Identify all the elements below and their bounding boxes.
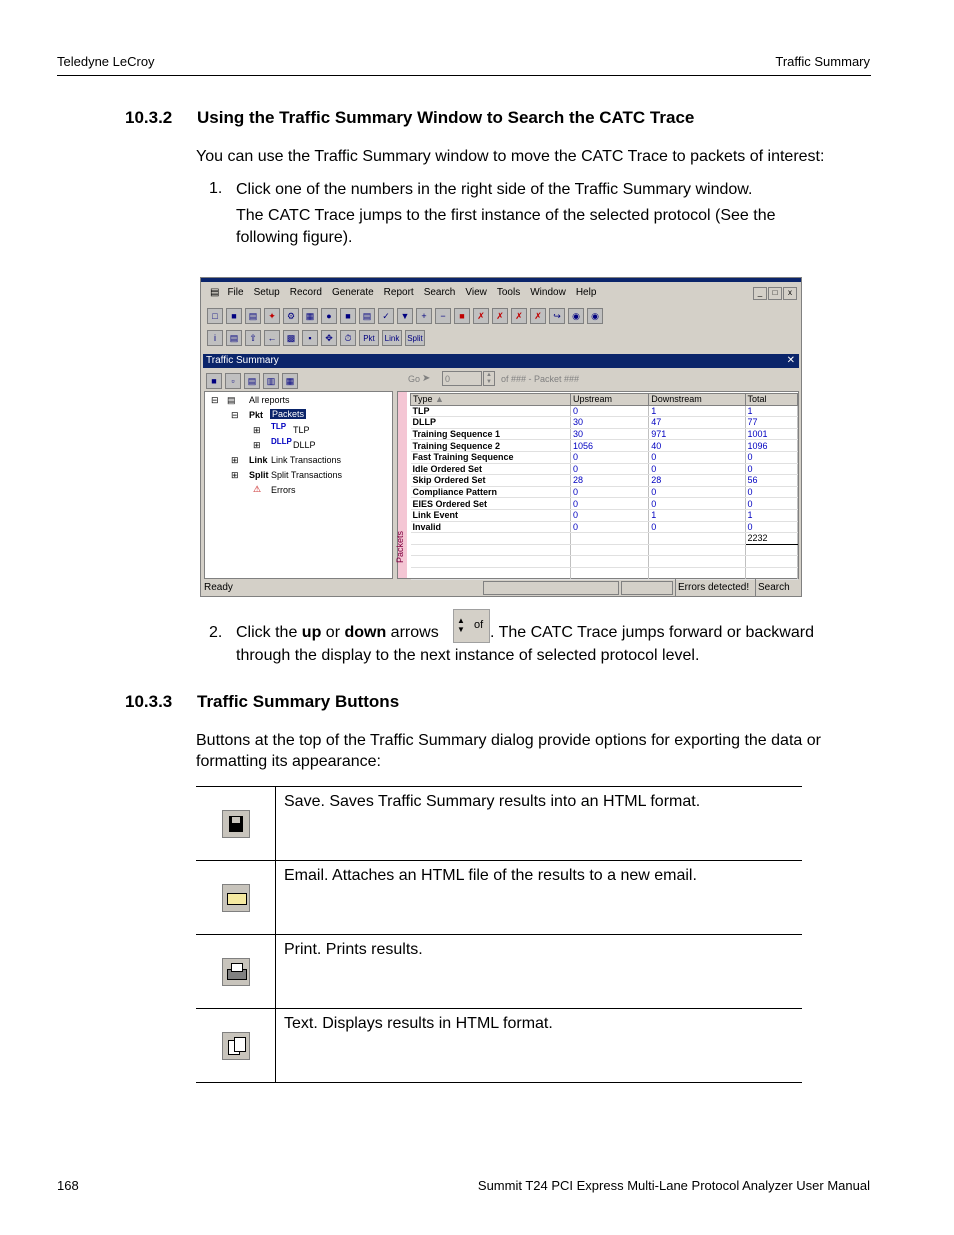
status-progress-pane (483, 581, 619, 595)
dllp-icon: DLLP (271, 437, 292, 446)
cell-type: DLLP (411, 417, 571, 429)
cell-total[interactable]: 0 (745, 486, 798, 498)
filter-icon[interactable]: ▼ (397, 308, 413, 324)
cell-type: Invalid (411, 521, 571, 533)
cell-type: TLP (411, 405, 571, 417)
empty-cell (745, 556, 798, 568)
empty-cell (745, 567, 798, 579)
link-view-button[interactable]: Link (382, 330, 402, 346)
tree-split-transactions[interactable]: Split Transactions (271, 470, 343, 480)
menu-item-generate[interactable]: Generate (331, 287, 374, 298)
traffic-summary-screenshot (200, 277, 802, 597)
grand-total: 2232 (745, 533, 798, 545)
tree-tlp[interactable]: TLP (293, 425, 310, 435)
window-controls (753, 287, 797, 300)
cell-total[interactable]: 1 (745, 509, 798, 521)
cell-down[interactable]: 0 (649, 463, 745, 475)
menu-item-help[interactable]: Help (575, 287, 597, 298)
cell-total[interactable]: 1096 (745, 440, 798, 452)
summary-print-icon[interactable]: ▤ (244, 373, 260, 389)
doc-icon[interactable]: ▤ (245, 308, 261, 324)
secondary-toolbar (207, 327, 425, 349)
record-icon[interactable]: ● (321, 308, 337, 324)
step2-number: 2. (209, 624, 223, 641)
cell-up[interactable]: 30 (570, 417, 648, 429)
goto-icon[interactable]: ↪ (549, 308, 565, 324)
traffic-summary-title: Traffic Summary (206, 355, 279, 366)
cell-total[interactable]: 0 (745, 463, 798, 475)
graph-icon[interactable]: ▪ (302, 330, 318, 346)
cell-down[interactable]: 28 (649, 475, 745, 487)
cell-up[interactable]: 0 (570, 405, 648, 417)
cell-down[interactable]: 40 (649, 440, 745, 452)
menu-item-window[interactable]: Window (530, 287, 566, 298)
tree-collapse-icon[interactable]: ⊟ (231, 410, 239, 420)
text-icon (222, 1032, 250, 1060)
buttons-intro-line2: formatting its appearance: (196, 753, 381, 770)
cell-total[interactable]: 0 (745, 498, 798, 510)
step1-detail-line1: The CATC Trace jumps to the first instance of the selected protocol (See the (236, 207, 776, 224)
tree-expand-icon[interactable]: ⊞ (231, 470, 239, 480)
report-icon[interactable]: ▤ (359, 308, 375, 324)
tree-errors[interactable]: Errors (271, 485, 296, 495)
table-row (196, 787, 802, 861)
summary-save-icon[interactable]: ■ (206, 373, 222, 389)
cell-total[interactable]: 77 (745, 417, 798, 429)
step2-text-end: . The CATC Trace jumps forward or backward (490, 624, 814, 641)
summary-grid (397, 391, 799, 579)
empty-cell (411, 567, 571, 579)
empty-cell (570, 544, 648, 556)
cell-type: Fast Training Sequence (411, 451, 571, 463)
cell-up[interactable]: 0 (570, 463, 648, 475)
restore-icon[interactable]: □ (768, 287, 782, 300)
go-input[interactable]: 0 (442, 371, 482, 386)
cell-total[interactable]: 56 (745, 475, 798, 487)
empty-cell (411, 544, 571, 556)
packets-side-tab[interactable] (395, 392, 407, 578)
empty-row (411, 556, 798, 568)
filter-x2-icon[interactable]: ✗ (492, 308, 508, 324)
status-errors: Errors detected! (675, 579, 751, 596)
menu-item-report[interactable]: Report (383, 287, 414, 298)
table-row (411, 405, 798, 417)
settings-icon[interactable]: ⚙ (283, 308, 299, 324)
of-packet-label: of ### - Packet ### (501, 374, 580, 384)
cell-total[interactable]: 1 (745, 405, 798, 417)
stop-icon[interactable]: ■ (340, 308, 356, 324)
table-row (411, 509, 798, 521)
status-blank-pane (621, 581, 673, 595)
report-tree (204, 391, 393, 579)
error-icon: ⚠ (253, 484, 262, 494)
empty-row (411, 567, 798, 579)
text-description: Text. Displays results in HTML format. (276, 1009, 803, 1083)
cell-up[interactable]: 0 (570, 486, 648, 498)
reports-icon: ▤ (227, 395, 236, 405)
tree-collapse-icon[interactable]: ⊟ (211, 395, 219, 405)
filter-x1-icon[interactable]: ✗ (473, 308, 489, 324)
cell-up[interactable]: 1056 (570, 440, 648, 452)
find-next-icon[interactable]: ◉ (587, 308, 603, 324)
move-icon[interactable]: ✥ (321, 330, 337, 346)
step1-detail-line2: following figure). (236, 229, 353, 246)
cell-up[interactable]: 0 (570, 498, 648, 510)
split-view-button[interactable]: Split (405, 330, 425, 346)
cell-total[interactable]: 0 (745, 451, 798, 463)
tree-link-transactions[interactable]: Link Transactions (271, 455, 342, 465)
section-heading-1032: 10.3.2 Using the Traffic Summary Window to Search the CATC Trace (125, 108, 695, 127)
cell-total[interactable]: 0 (745, 521, 798, 533)
total-row (411, 533, 798, 545)
buttons-table (196, 786, 802, 1083)
table-row (411, 417, 798, 429)
table-row (411, 475, 798, 487)
col-upstream[interactable]: Upstream (570, 394, 648, 406)
empty-cell (570, 567, 648, 579)
go-label: Go (408, 374, 421, 384)
print-description: Print. Prints results. (276, 935, 803, 1009)
step1-text: Click one of the numbers in the right side of the Traffic Summary window. (236, 181, 753, 198)
cell-down[interactable]: 0 (649, 486, 745, 498)
header-left: Teledyne LeCroy (57, 54, 155, 69)
table-row (196, 935, 802, 1009)
cell-up[interactable]: 0 (570, 451, 648, 463)
save-icon (222, 810, 250, 838)
section-heading-1033: 10.3.3 Traffic Summary Buttons (125, 692, 400, 711)
table-row (411, 498, 798, 510)
table-row (196, 1009, 802, 1083)
empty-cell (649, 544, 745, 556)
tree-dllp[interactable]: DLLP (293, 440, 316, 450)
email-icon (222, 884, 250, 912)
cell-down[interactable]: 47 (649, 417, 745, 429)
step1-number: 1. (209, 180, 223, 197)
status-search: Search (755, 579, 792, 596)
empty-cell (570, 556, 648, 568)
cell-up[interactable]: 0 (570, 521, 648, 533)
col-downstream[interactable]: Downstream (649, 394, 745, 406)
table-row (411, 486, 798, 498)
cell-up[interactable]: 30 (570, 428, 648, 440)
go-arrow-icon[interactable]: ➤ (422, 373, 431, 384)
bars-icon[interactable]: ▦ (302, 308, 318, 324)
summary-text-icon[interactable]: ▥ (263, 373, 279, 389)
col-type[interactable]: Type ▲ (411, 394, 571, 406)
email-description: Email. Attaches an HTML file of the results to a new email. (276, 861, 803, 935)
zoom-in-icon[interactable]: + (416, 308, 432, 324)
cell-type: Compliance Pattern (411, 486, 571, 498)
empty-cell (649, 567, 745, 579)
cell-type: Link Event (411, 509, 571, 521)
print-icon (222, 958, 250, 986)
cell-down[interactable]: 0 (649, 521, 745, 533)
table-row (411, 440, 798, 452)
tlp-icon: TLP (271, 422, 287, 431)
tree-expand-icon[interactable]: ⊞ (231, 455, 239, 465)
split-icon: Split (249, 470, 269, 480)
pkt-view-button[interactable]: Pkt (359, 330, 379, 346)
cell-up[interactable]: 28 (570, 475, 648, 487)
timing-icon[interactable]: ⏱ (340, 330, 356, 346)
status-bar (201, 579, 801, 596)
go-spinner[interactable]: ▲ ▼ (483, 371, 495, 386)
empty-cell (649, 556, 745, 568)
page-number: 168 (57, 1178, 79, 1193)
zoom-out-icon[interactable]: − (435, 308, 451, 324)
filter-x4-icon[interactable]: ✗ (530, 308, 546, 324)
back-icon[interactable]: ← (264, 330, 280, 346)
table-row (411, 521, 798, 533)
tools-icon[interactable]: ✦ (264, 308, 280, 324)
cell-down[interactable]: 1 (649, 509, 745, 521)
cell-type: Skip Ordered Set (411, 475, 571, 487)
menu-item-record[interactable]: Record (289, 287, 322, 298)
table-row (411, 463, 798, 475)
cell-down[interactable]: 0 (649, 498, 745, 510)
table-row (196, 861, 802, 935)
empty-row (411, 544, 798, 556)
link-icon: Link (249, 455, 268, 465)
step2-text-start: Click the up or down arrows (236, 624, 439, 641)
tree-packets[interactable]: Packets (272, 409, 305, 419)
save-icon[interactable]: ■ (226, 308, 242, 324)
packets-tab-label: Packets (395, 530, 406, 564)
menu-item-setup[interactable]: Setup (253, 287, 280, 298)
empty-cell (411, 556, 571, 568)
menu-item-search[interactable]: Search (423, 287, 456, 298)
cell-type: Training Sequence 1 (411, 428, 571, 440)
save-description: Save. Saves Traffic Summary results into an HTML format. (276, 787, 803, 861)
window-title-strip (201, 278, 801, 282)
summary-format-icon[interactable]: ▦ (282, 373, 298, 389)
total-row-empty-cell (649, 533, 745, 545)
tree-expand-icon[interactable]: ⊞ (253, 440, 261, 450)
total-row-empty-cell (570, 533, 648, 545)
cell-up[interactable]: 0 (570, 509, 648, 521)
menu-bar (207, 285, 601, 301)
step2-line2: through the display to the next instance of selected protocol level. (236, 647, 700, 664)
menu-item-tools[interactable]: Tools (496, 287, 521, 298)
empty-cell (745, 544, 798, 556)
tree-expand-icon[interactable]: ⊞ (253, 425, 261, 435)
menu-item-view[interactable]: View (465, 287, 487, 298)
status-ready: Ready (204, 582, 233, 593)
pkt-icon: Pkt (249, 410, 264, 420)
check-icon[interactable]: ✓ (378, 308, 394, 324)
summary-toolbar (206, 370, 298, 392)
app-icon: ▤ (210, 287, 220, 298)
cell-total[interactable]: 1001 (745, 428, 798, 440)
cell-down[interactable]: 0 (649, 451, 745, 463)
header-right: Traffic Summary (775, 54, 870, 69)
cell-down[interactable]: 971 (649, 428, 745, 440)
info-icon[interactable]: i (207, 330, 223, 346)
close-icon[interactable]: ✕ (786, 355, 795, 366)
buttons-intro-line1: Buttons at the top of the Traffic Summary dialog provide options for exporting the data or (196, 732, 821, 749)
table-row (411, 428, 798, 440)
filter-x3-icon[interactable]: ✗ (511, 308, 527, 324)
binoculars-icon[interactable]: ◉ (568, 308, 584, 324)
intro-text: You can use the Traffic Summary window to move the CATC Trace to packets of interest: (196, 148, 825, 165)
footer-title: Summit T24 PCI Express Multi-Lane Protocol Analyzer User Manual (477, 1178, 870, 1193)
open-icon[interactable]: □ (207, 308, 223, 324)
total-row-empty-cell (411, 533, 571, 545)
traffic-summary-titlebar (203, 354, 799, 368)
up-down-arrows-icon (453, 609, 490, 643)
cell-type: Training Sequence 2 (411, 440, 571, 452)
layers-icon[interactable]: ▤ (226, 330, 242, 346)
sort-icon: ▲ (435, 394, 444, 405)
close-window-icon[interactable]: x (783, 287, 797, 300)
summary-email-icon[interactable]: ▫ (225, 373, 241, 389)
chart-icon[interactable]: ▩ (283, 330, 299, 346)
header-rule (57, 75, 871, 76)
main-toolbar (207, 305, 603, 327)
menu-item-file[interactable]: File (227, 287, 244, 298)
cell-type: EIES Ordered Set (411, 498, 571, 510)
arrows-of-label: of (474, 619, 484, 631)
table-header-row (411, 394, 798, 406)
summary-table (410, 393, 798, 580)
cell-type: Idle Ordered Set (411, 463, 571, 475)
col-total[interactable]: Total (745, 394, 798, 406)
cell-down[interactable]: 1 (649, 405, 745, 417)
mark-icon[interactable]: ■ (454, 308, 470, 324)
tree-all-reports[interactable]: All reports (249, 395, 290, 405)
minimize-icon[interactable]: _ (753, 287, 767, 300)
updown-arrows-icon: ▲ ▼ (457, 616, 465, 634)
export-icon[interactable]: ⇧ (245, 330, 261, 346)
table-row (411, 451, 798, 463)
